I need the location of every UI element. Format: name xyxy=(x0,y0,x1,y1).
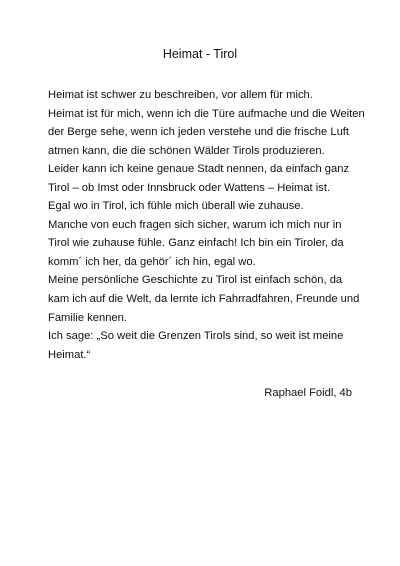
body-line: Meine persönliche Geschichte zu Tirol ist einfach schön, da xyxy=(48,274,343,287)
body-line: Leider kann ich keine genaue Stadt nennen, da einfach ganz xyxy=(48,163,350,176)
body-line: Heimat.“ xyxy=(48,348,91,361)
document-body xyxy=(48,86,368,364)
body-line: Manche von euch fragen sich sicher, warum ich mich nur in xyxy=(48,218,342,231)
body-line: der Berge sehe, wenn ich jeden verstehe und die frische Luft xyxy=(48,126,350,139)
author-signature: Raphael Foidl, 4b xyxy=(264,387,352,399)
body-line: Ich sage: „So weit die Grenzen Tirols sind, so weit ist meine xyxy=(48,330,344,343)
body-line: komm´ ich her, da gehör´ ich hin, egal wo. xyxy=(48,255,256,268)
body-line: Tirol wie zuhause fühle. Ganz einfach! Ich bin ein Tiroler, da xyxy=(48,237,344,250)
body-line: Heimat ist schwer zu beschreiben, vor allem für mich. xyxy=(48,89,313,101)
body-line: Egal wo in Tirol, ich fühle mich überall wie zuhause. xyxy=(48,200,304,213)
body-line: kam ich auf die Welt, da lernte ich Fahrradfahren, Freunde und xyxy=(48,293,360,306)
body-line: atmen kann, die die schönen Wälder Tirols produzieren. xyxy=(48,144,325,157)
body-line: Tirol – ob Imst oder Innsbruck oder Wattens – Heimat ist. xyxy=(48,181,331,194)
document-title: Heimat - Tirol xyxy=(162,47,238,61)
body-line: Heimat ist für mich, wenn ich die Türe aufmache und die Weiten xyxy=(48,107,365,120)
body-line: Familie kennen. xyxy=(48,311,127,324)
